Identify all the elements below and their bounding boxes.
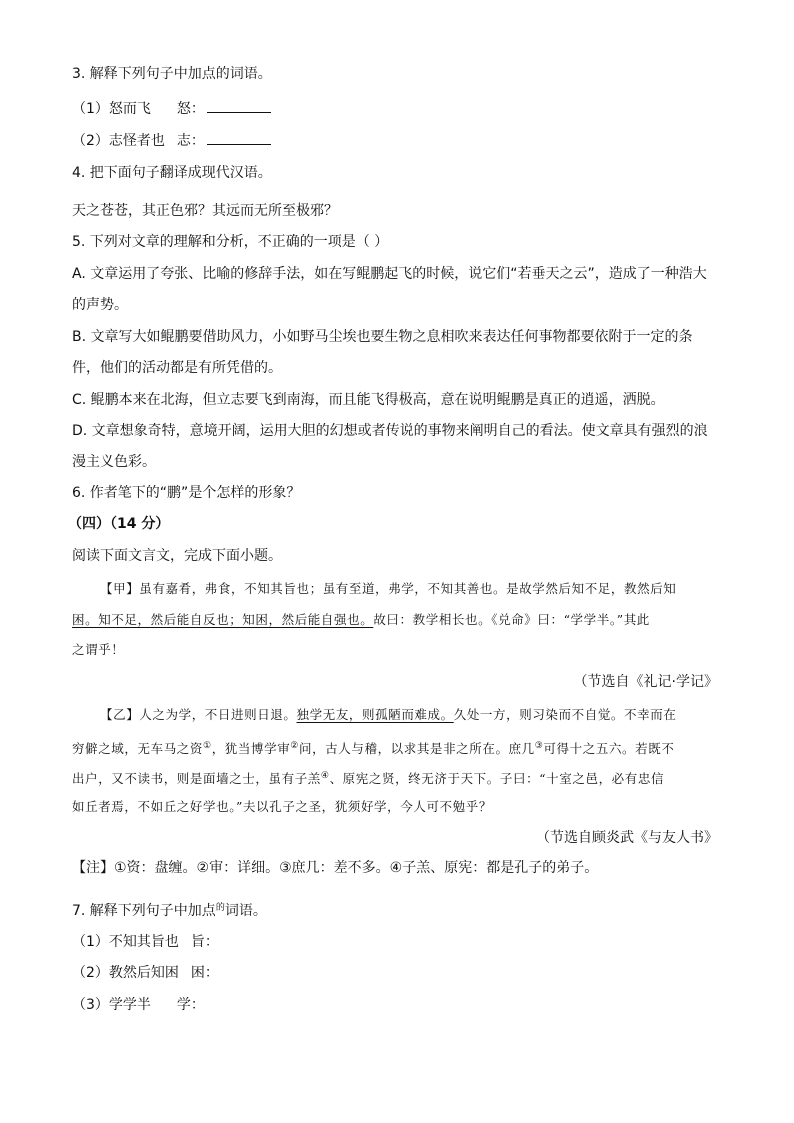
q3-item-2 <box>72 130 271 151</box>
passage-yi-line3-b: 、原宪之贤，终无济于天下。子曰：“十室之邑，必有忠信 <box>329 771 665 786</box>
passage-yi-line2-c: 问，古人与稽，以求其是非之所在。庶几 <box>298 741 535 756</box>
section-4-header: （四）（14 分） <box>68 516 170 532</box>
passage-yi-line4: 如丘者焉，不如丘之好学也。”夫以孔子之圣，犹须好学，今人可不勉乎？ <box>72 799 492 814</box>
passage-jia-line2 <box>72 610 650 630</box>
passage-yi-line1-a: 【乙】人之为学，不日进则日退。 <box>100 707 297 722</box>
q5-title: 5. 下列对文章的理解和分析，不正确的一项是（ ） <box>72 234 389 250</box>
q7-title <box>72 898 267 921</box>
q5-option-b-line2: 件，他们的活动都是有所凭借的。 <box>72 360 282 376</box>
note-marker-3: ③ <box>534 741 544 751</box>
q3-item-2-label: （2）志怪者也 <box>72 133 165 149</box>
q7-item-3-label: （3）学学半 <box>72 997 151 1013</box>
q7-item-1-label: （1）不知其旨也 <box>72 934 179 950</box>
q5-option-d-line2: 漫主义色彩。 <box>72 454 156 470</box>
q4-title: 4. 把下面句子翻译成现代汉语。 <box>72 165 272 181</box>
q6-title: 6. 作者笔下的“鹏”是个怎样的形象？ <box>72 485 301 501</box>
q7-title-a: 7. 解释下列句子中加点 <box>72 903 216 919</box>
note-marker-4: ④ <box>320 771 330 781</box>
q3-item-1-answer-blank[interactable] <box>207 98 271 113</box>
q3-item-2-answer-blank[interactable] <box>207 130 271 145</box>
note-marker-1: ① <box>203 741 212 751</box>
passage-jia-line2-rest: 故曰：教学相长也。《兑命》曰：“学学半。”其此 <box>373 612 650 627</box>
passage-jia-source: （节选自《礼记·学记》 <box>573 674 718 690</box>
passage-yi-line2-b: ，犹当博学审 <box>211 741 291 756</box>
passage-yi-line3 <box>72 766 664 789</box>
passage-yi-line3-a: 出户，又不读书，则是面墙之士，虽有子羔 <box>72 771 321 786</box>
q7-item-1 <box>72 932 219 952</box>
q7-item-2 <box>72 963 219 983</box>
passage-yi-line2 <box>72 736 674 759</box>
q7-item-2-label: （2）教然后知困 <box>72 965 179 981</box>
q4-sentence: 天之苍苍，其正色邪？其远而无所至极邪？ <box>72 203 338 219</box>
section-4-instruction: 阅读下面文言文，完成下面小题。 <box>72 548 282 564</box>
q5-option-a-line1: A. 文章运用了夸张、比喻的修辞手法，如在写鲲鹏起飞的时候，说它们“若垂天之云”，造成了一种浩大 <box>72 266 707 282</box>
passage-yi-line2-a: 穷僻之域，无车马之资 <box>72 741 204 756</box>
q3-item-2-word: 志： <box>176 133 205 149</box>
passage-yi-underlined: 独学无友，则孤陋而难成。 <box>296 707 454 722</box>
q5-option-d-line1: D. 文章想象奇特，意境开阔，运用大胆的幻想或者传说的事物来阐明自己的看法。使文章具有强烈的浪 <box>72 423 708 439</box>
q5-option-b-line1: B. 文章写大如鲲鹏要借助风力，小如野马尘埃也要生物之息相吹来表达任何事物都要依附于一定的条 <box>72 329 693 345</box>
passage-jia-line1: 【甲】虽有嘉肴，弗食，不知其旨也；虽有至道，弗学，不知其善也。是故学然后知不足，教然后知 <box>100 581 677 596</box>
passage-jia-line3: 之谓乎！ <box>72 642 125 657</box>
passage-yi-line1-b: 久处一方，则习染而不自觉。不幸而在 <box>453 707 677 722</box>
q7-title-sup: 的 <box>215 903 225 913</box>
q3-item-1 <box>72 98 271 119</box>
q3-item-1-label: （1）怒而飞 <box>72 101 151 117</box>
q7-item-1-word: 旨： <box>190 934 219 950</box>
q7-item-2-word: 困： <box>190 965 219 981</box>
q7-item-3 <box>72 995 205 1015</box>
passage-yi-line1 <box>100 705 676 725</box>
passage-yi-source: （节选自顾炎武《与友人书》 <box>536 830 718 846</box>
q7-title-b: 词语。 <box>224 903 267 919</box>
q3-item-1-word: 怒： <box>176 101 205 117</box>
q7-item-3-word: 学： <box>176 997 205 1013</box>
q5-option-c: C. 鲲鹏本来在北海，但立志要飞到南海，而且能飞得极高，意在说明鲲鹏是真正的逍遥，洒脱。 <box>72 392 665 408</box>
q5-option-a-line2: 的声势。 <box>72 297 128 313</box>
passage-yi-line2-d: 可得十之五六。若既不 <box>543 741 675 756</box>
q3-title: 3. 解释下列句子中加点的词语。 <box>72 66 272 82</box>
footnote: 【注】①资：盘缠。②审：详细。③庶几：差不多。④子羔、原宪：都是孔子的弟子。 <box>72 860 599 876</box>
note-marker-2: ② <box>290 741 299 751</box>
passage-jia-underlined: 困。知不足，然后能自反也；知困，然后能自强也。 <box>72 612 374 627</box>
